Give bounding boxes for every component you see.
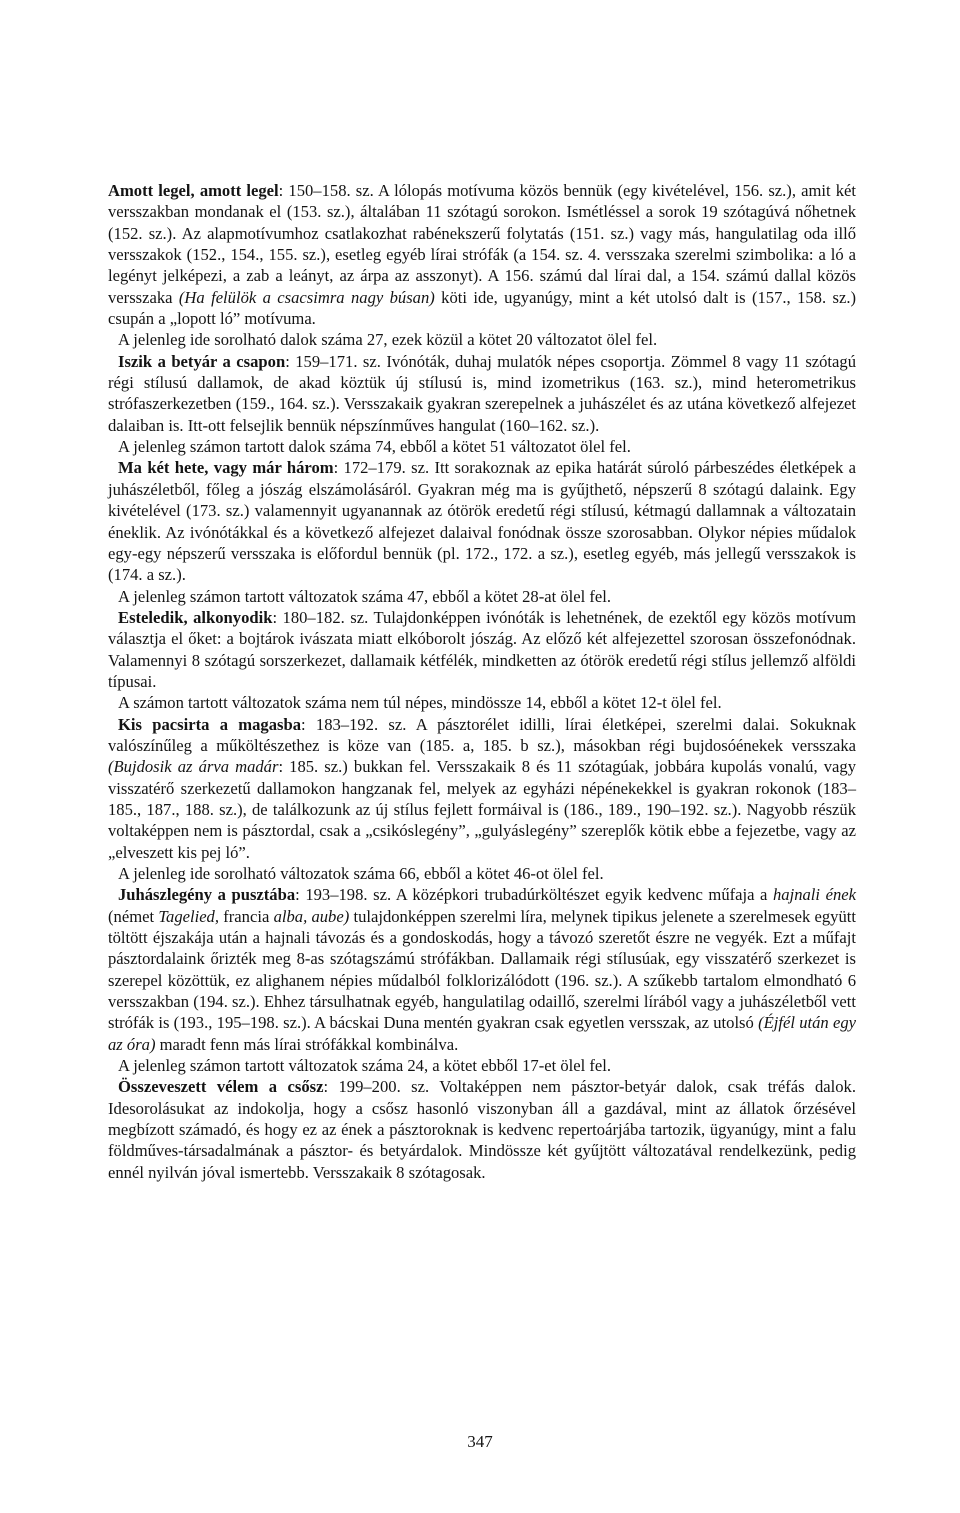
paragraph [108,1076,856,1183]
italic-text: Tagelied, [158,906,220,926]
text-run: : 150–158. sz. A lólopás motívuma közös bennük (egy kivételével, 156. sz.), amit két versszakban mondanak el (153. sz.), általában 11 szótagú sorokon. Ismétléssel a sorok 19 szótagúvá nőhetnek (152. sz.). Az alapmotívumhoz csatlakozhat rabénekszerű folytatás (151. sz.) vagy más, hangulatilag oda illő versszakok (152., 154., 155. sz.), esetleg egyéb lírai strófák (a 154. sz. 4. versszaka szerelmi szimbolika: a ló a legényt jelképezi, a zab a leányt, az árpa az asszonyt). A 156. számú dal lírai dal, a 154. számú dallal közös versszaka [108,181,856,307]
paragraph [108,714,856,863]
section-heading: Juhászlegény a pusztába [118,885,296,905]
section-heading: Esteledik, alkonyodik [118,607,273,627]
paragraph [108,329,856,350]
text-run: A jelenleg számon tartott dalok száma 74, ebből a kötet 51 változatot ölel fel. [118,437,631,457]
text-run: : 199–200. sz. Voltaképpen nem pásztor-betyár dalok, csak tréfás dalok. Idesorolásukat az indokolja, hogy a csősz hasonló viszonyban áll a gazdával, mint az állatok őrzésével megbízott számadó, és hogy ez az ének a pásztoroknak is kedvenc repertoárjába tartozik, ügyanúgy, mint a falu földműves-társadalmának a pásztor- és betyárdalok. Mindössze két gyűjtött változatával rendelkezünk, pedig ennél nyilván jóval ismertebb. Versszakaik 8 szótagosak. [108,1077,856,1182]
text-run: maradt fenn más lírai strófákkal kombinálva. [155,1034,459,1054]
text-run: francia [219,906,274,926]
section-heading: Összeveszett vélem a csősz [118,1077,324,1097]
text-run: A jelenleg ide sorolható dalok száma 27, ezek közül a kötet 20 változatot ölel fel. [118,330,658,350]
section-heading: Ma két hete, vagy már három [118,458,334,478]
text-run: köti ide, ugyanúgy, mint a két utolsó dalt is (157., 158. sz.) csupán a „lopott ló” motívuma. [108,287,856,329]
text-run: tulajdonképpen szerelmi líra, melynek tipikus jelenete a szerelmesek együtt töltött éjszakája után a hajnali távozás és a gondoskodás, hogy a távozó szeretőt észre ne vegyék. Ezt a műfajt pásztordalaink őrizték meg 8-as szótagszámú strófákban. Dallamaik régi stílusúak, egy visszatérő szerkezet is szerepel közöttük, ez alighanem népies műdalból folklorizálódott (196. sz.). A szűkebb tartalom elmondható 6 versszakban (194. sz.). Ehhez társulhatnak egyéb, hangulatilag odaillő, szerelmi lírából vagy a juhászéletből vett strófák is (193., 195–198. sz.). A bácskai Duna mentén gyakran csak egyetlen versszak, az utolsó [108,906,856,1033]
paragraph [108,607,856,692]
italic-text: (Bujdosik az árva madár [108,757,279,777]
paragraph [108,586,856,607]
section-heading: Iszik a betyár a csapon [118,351,286,371]
paragraph [108,884,856,1055]
body-text [108,180,856,1183]
text-run: : 185. sz.) bukkan fel. Versszakaik 8 és 11 szótagúak, jobbára kupolás vonalú, vagy visszatérő szerkezetű dallamokon hangzanak fel, melyek az egyházi népénekekkel is gyakran rokonok (183–185., 187., 188. sz.), de találkozunk az új stílus fejlett formáival is (186., 189., 190–192. sz.). Nagyobb részük voltaképpen nem is pásztordal, csak a „csikóslegény”, „gulyáslegény” szereplők kötik ebbe a fejezetbe, vagy az „elveszett kis pej ló”. [108,757,856,862]
text-run: A jelenleg számon tartott változatok száma 24, a kötet ebből 17-et ölel fel. [118,1056,612,1076]
text-run: A jelenleg ide sorolható változatok száma 66, ebből a kötet 46-ot ölel fel. [118,864,604,883]
paragraph [108,1055,856,1076]
text-run: : 193–198. sz. A középkori trubadúrköltészet egyik kedvenc műfaja a [295,885,773,905]
paragraph [108,351,856,436]
paragraph [108,180,856,329]
paragraph [108,863,856,884]
page-number: 347 [467,1432,493,1451]
section-heading: Kis pacsirta a magasba [118,714,301,734]
text-run: : 159–171. sz. Ivónóták, duhaj mulatók népes csoportja. Zömmel 8 vagy 11 szótagú régi stílusú dallamok, de akad köztük új stílusú is, mind izometrikus (163. sz.), mind heterometrikus strófaszerkezetben (159., 164. sz.). Versszakaik gyakran szerepelnek a juhászélet és az utána következő alfejezet dalaiban is. Itt-ott felsejlik bennük népszínműves hangulat (160–162. sz.). [108,351,857,435]
text-run: A számon tartott változatok száma nem túl népes, mindössze 14, ebből a kötet 12-t ölel fel. [118,693,722,713]
text-run: : 172–179. sz. Itt sorakoznak az epika határát súroló párbeszédes életképek a juhászéletből, főleg a jószág elszámolásáról. Gyakran még ma is gyűjthető, népszerű 8 szótagú dalaink. Egy kivételével (173. sz.) valamennyit ugyanannak az ótörök eredetű régi stílusú, kétmagú dallamnak a változatain éneklik. Az ivónótákkal és a következő alfejezet dalaival fonódnak össze szorosabban. Olykor népies műdalok egy-egy népszerű versszaka is előfordul bennük (pl. 172., 172. a sz.), esetleg egyéb, más jellegű versszakok is (174. a sz.). [108,458,856,585]
text-run: : 183–192. sz. A pásztorélet idilli, lírai életképei, szerelmi dalai. Sokuknak valószínűleg a műköltészethez is köze van (185. a, 185. b sz.), másokban régi bujdosóénekek versszaka [108,714,856,755]
italic-text: alba, aube) [273,906,350,926]
section-heading: Amott legel, amott legel [108,181,279,200]
paragraph [108,436,856,457]
text-run: A jelenleg számon tartott változatok száma 47, ebből a kötet 28-at ölel fel. [118,586,612,606]
italic-text: (Éjfél után egy az óra) [108,1013,856,1054]
text-run: : 180–182. sz. Tulajdonképpen ivónóták is lehetnének, de ezektől egy közös motívum választja el őket: a bojtárok ivászata miatt elkóborolt jószág. Az előző két alfejezettel szorosan összefonódnak. Valamennyi 8 szótagú sorszerkezet, dallamaik kétfélék, mindketten az ótörök eredetű régi stílus jellemző alföldi típusai. [108,607,856,691]
italic-text: (Ha felülök a csacsimra nagy búsan) [178,287,435,307]
italic-text: hajnali ének [773,885,856,905]
paragraph [108,692,856,713]
text-run: (német [108,906,159,926]
paragraph [108,457,856,585]
